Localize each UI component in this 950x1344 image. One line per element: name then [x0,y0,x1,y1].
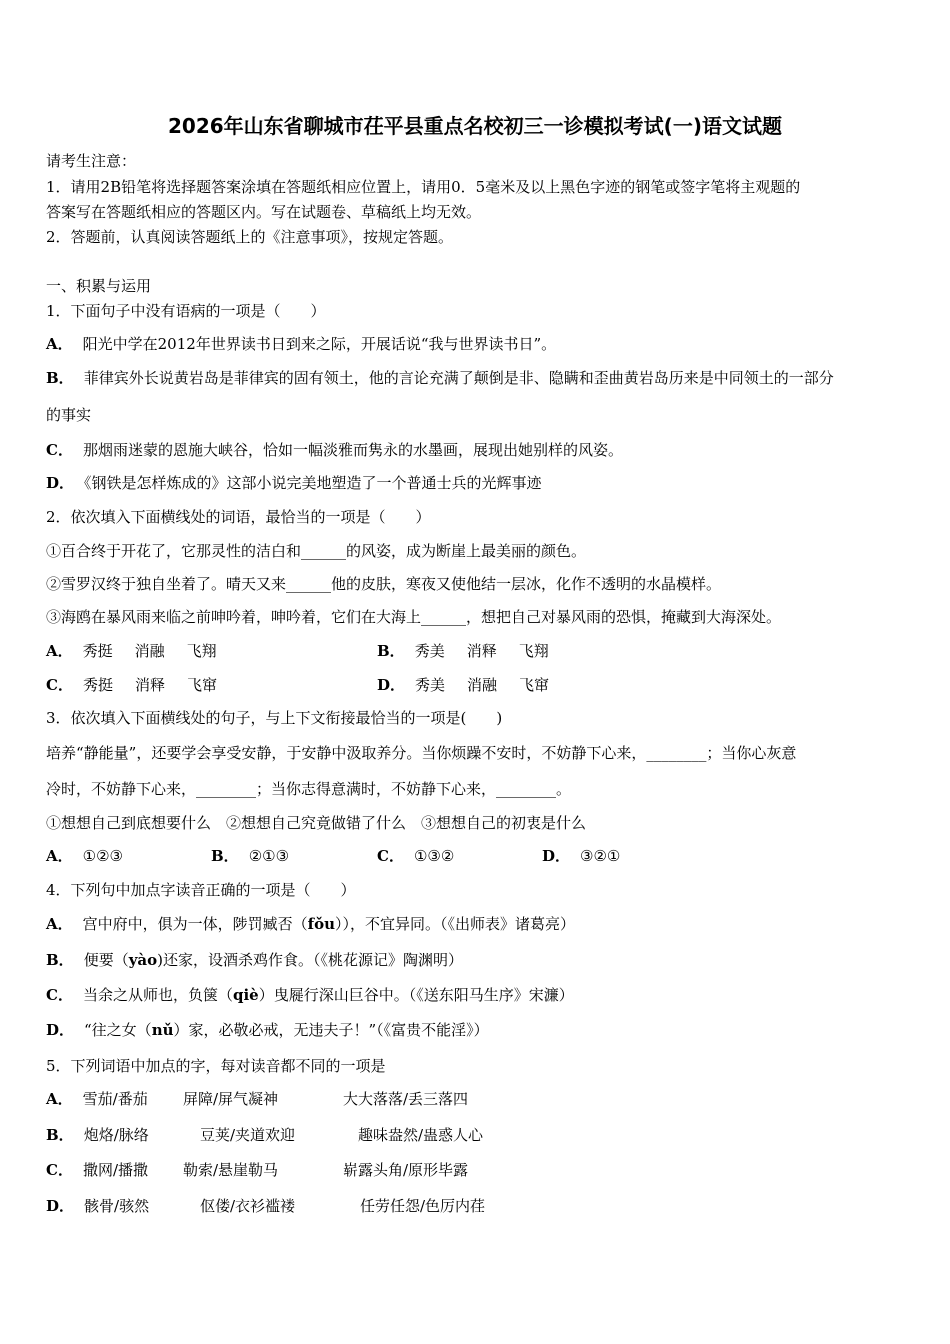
option-word: 消融 [134,642,165,660]
q5-option-c-2: 勒索/悬崖勒马 [183,1161,279,1179]
q3-option-d [542,846,620,866]
q3-option-c [377,846,454,866]
option-label: A． [46,335,73,353]
option-label: D． [46,1021,75,1039]
q1-option-a [46,334,556,354]
q5-stem: 5．下列词语中加点的字，每对读音都不同的一项是 [46,1057,386,1075]
option-word: 飞翔 [518,642,549,660]
q5-option-d [46,1196,149,1216]
q3-option-b [211,846,289,866]
q3-choices: ①想想自己到底想要什么 ②想想自己究竟做错了什么 ③想想自己的初衷是什么 [46,814,587,832]
q2-option-d [377,675,549,695]
q5-option-b-3: 趣味盎然/蛊惑人心 [358,1126,484,1144]
q1-option-c [46,440,623,460]
option-label: B． [46,369,74,387]
option-word: 撒网/播撒 [82,1161,149,1179]
q1-stem: 1．下面句子中没有语病的一项是（ ） [46,302,326,320]
option-text: 阳光中学在2012年世界读书日到来之际，开展话说“我与世界读书日”。 [82,335,557,353]
q1-option-b [46,368,834,388]
option-word: 秀挺 [82,676,113,694]
option-text: 宫中府中，俱为一体，陟罚臧否（ [82,915,308,933]
option-word: 飞窜 [519,676,550,694]
option-word: 骸骨/骇然 [84,1197,150,1215]
pinyin: nǔ [151,1021,174,1039]
option-word: 秀美 [415,676,446,694]
option-text: ①②③ [82,847,123,865]
option-word: 飞窜 [186,676,217,694]
option-text: 当余之从师也，负箧（ [82,986,233,1004]
q3-passage-2: 冷时，不妨静下心来，________；当你志得意满时，不妨静下心来，________。 [46,780,572,798]
option-word: 消融 [467,676,498,694]
option-label: C． [46,676,73,694]
option-word: 秀挺 [82,642,113,660]
q4-option-b [46,950,463,970]
option-text: ③②① [580,847,621,865]
q2-sentence-1: ①百合终于开花了，它那灵性的洁白和______的风姿，成为断崖上最美丽的颜色。 [46,542,587,560]
option-label: D． [542,847,571,865]
q5-option-a-2: 屏障/屏气凝神 [183,1090,279,1108]
option-label: C． [377,847,404,865]
q3-passage-1: 培养“静能量”，还要学会享受安静，于安静中汲取养分。当你烦躁不安时，不妨静下心来，________；当你心灰意 [46,744,797,762]
q5-option-a [46,1089,148,1109]
option-label: C． [46,1161,73,1179]
option-label: B． [46,951,74,969]
q5-option-b [46,1125,149,1145]
option-label: D． [46,474,75,492]
section-heading: 一、积累与运用 [46,277,152,295]
q5-option-c-3: 崭露头角/原形毕露 [343,1161,469,1179]
option-label: A． [46,915,73,933]
option-label: C． [46,441,73,459]
notice-line-2: 2．答题前，认真阅读答题纸上的《注意事项》，按规定答题。 [46,228,454,246]
option-label: D． [377,676,406,694]
option-text: 菲律宾外长说黄岩岛是菲律宾的固有领土，他的言论充满了颠倒是非、隐瞒和歪曲黄岩岛历来是中同领土的一部分 [83,369,834,387]
option-label: D． [46,1197,75,1215]
option-word: 炮烙/脉络 [83,1126,149,1144]
option-text: )还家，设酒杀鸡作食。（《桃花源记》陶渊明） [157,951,464,969]
option-label: C． [46,986,73,1004]
option-word: 飞翔 [186,642,217,660]
option-label: B． [211,847,239,865]
notice-line-1b: 答案写在答题纸相应的答题区内。写在试题卷、草稿纸上均无效。 [46,203,482,221]
q2-option-b [377,641,549,661]
option-label: A． [46,642,73,660]
q4-option-a [46,914,575,934]
option-text: ）曳屣行深山巨谷中。（《送东阳马生序》宋濂） [258,986,574,1004]
q2-sentence-2: ②雪罗汉终于独自坐着了。晴天又来______他的皮肤，寒夜又使他结一层冰，化作不透明的水晶模样。 [46,575,722,593]
q4-option-c [46,985,574,1005]
q1-option-d [46,473,542,493]
option-word: 消释 [134,676,165,694]
q3-option-a [46,846,123,866]
option-text: 《钢铁是怎样炼成的》这部小说完美地塑造了一个普通士兵的光辉事迹 [84,474,542,492]
pinyin: yào [128,951,158,969]
option-text: 那烟雨迷蒙的恩施大峡谷，恰如一幅淡雅而隽永的水墨画，展现出她别样的风姿。 [82,441,623,459]
option-word: 雪茄/番茄 [82,1090,148,1108]
pinyin: qiè [232,986,259,1004]
q4-option-d [46,1020,489,1040]
option-text: ②①③ [248,847,290,865]
option-text: ①③② [413,847,455,865]
q5-option-c [46,1160,148,1180]
option-label: B． [46,1126,74,1144]
option-text: 便要（ [83,951,129,969]
option-text: ）家，必敬必戒，无违夫子！”（《富贵不能淫》） [173,1021,489,1039]
option-text: ）），不宜异同。（《出师表》诸葛亮） [335,915,576,933]
q5-option-d-2: 伛偻/衣衫褴褛 [200,1197,296,1215]
option-label: A． [46,1090,73,1108]
q2-option-a [46,641,217,661]
option-label: B． [377,642,405,660]
option-text: “往之女（ [84,1021,152,1039]
notice-heading: 请考生注意： [46,152,137,170]
pinyin: fǒu [307,915,336,933]
notice-line-1: 1．请用2B铅笔将选择题答案涂填在答题纸相应位置上，请用0．5毫米及以上黑色字迹的钢笔或签字笔将主观题的 [46,178,801,196]
q2-option-c [46,675,217,695]
q2-sentence-3: ③海鸥在暴风雨来临之前呻吟着，呻吟着，它们在大海上______，想把自己对暴风雨的恐惧，掩藏到大海深处。 [46,608,782,626]
q3-stem: 3．依次填入下面横线处的句子，与上下文衔接最恰当的一项是( ) [46,709,503,727]
q5-option-b-2: 豆荚/夹道欢迎 [200,1126,296,1144]
q5-option-a-3: 大大落落/丢三落四 [343,1090,469,1108]
exam-title: 2026年山东省聊城市茌平县重点名校初三一诊模拟考试(一)语文试题 [168,114,782,138]
q4-stem: 4．下列句中加点字读音正确的一项是（ ） [46,881,356,899]
option-word: 消释 [466,642,497,660]
q1-option-b-cont: 的事实 [46,406,92,424]
option-word: 秀美 [414,642,445,660]
q2-stem: 2．依次填入下面横线处的词语，最恰当的一项是（ ） [46,508,431,526]
option-label: A． [46,847,73,865]
q5-option-d-3: 任劳任怨/色厉内荏 [360,1197,486,1215]
